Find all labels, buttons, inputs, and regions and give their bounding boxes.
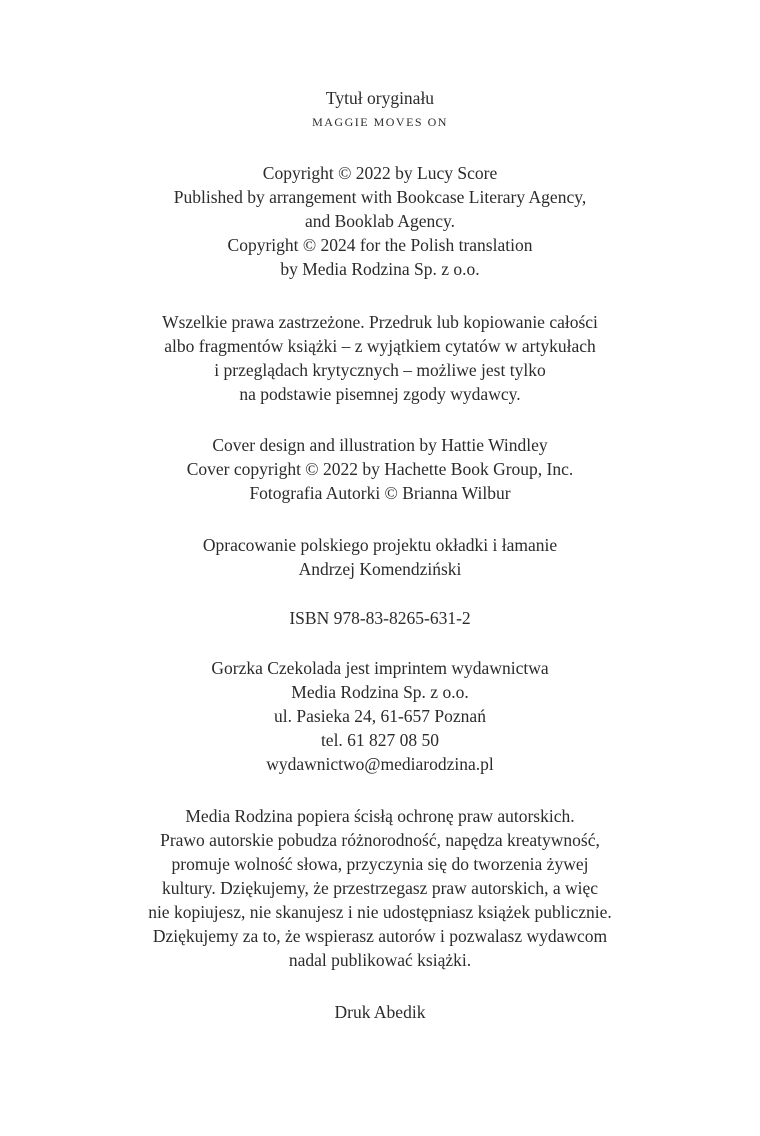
support-line: Dziękujemy za to, że wspierasz autorów i pozwalasz wydawcom [152,926,608,946]
support-line: Prawo autorskie pobudza różnorodność, napędza kreatywność, [160,830,600,850]
rights-line: na podstawie pisemnej zgody wydawcy. [239,384,521,404]
support-line: kultury. Dziękujemy, że przestrzegasz praw autorskich, a więc [161,878,598,898]
original-title-block [0,86,760,134]
design-credit-line: Andrzej Komendziński [298,559,462,579]
publisher-phone: tel. 61 827 08 50 [320,730,440,750]
cover-credit-line: Fotografia Autorki © Brianna Wilbur [249,483,511,503]
design-credit-line: Opracowanie polskiego projektu okładki i łamanie [202,535,558,555]
publisher-line: Gorzka Czekolada jest imprintem wydawnictwa [211,658,549,678]
rights-reserved-block [0,310,760,406]
copyright-line: Copyright © 2024 for the Polish translation [227,235,533,255]
publisher-line: Media Rodzina Sp. z o.o. [291,682,469,702]
rights-line: i przeglądach krytycznych – możliwe jest tylko [214,360,546,380]
isbn-block [0,606,760,630]
publisher-block [0,656,760,776]
copyright-line: and Booklab Agency. [304,211,455,231]
cover-credits-block [0,433,760,505]
rights-line: Wszelkie prawa zastrzeżone. Przedruk lub kopiowanie całości [162,312,598,332]
copyright-support-block [0,804,760,972]
original-title: MAGGIE MOVES ON [312,115,448,129]
isbn: ISBN 978-83-8265-631-2 [289,608,471,628]
publisher-email: wydawnictwo@mediarodzina.pl [266,754,494,774]
support-line: nie kopiujesz, nie skanujesz i nie udostępniasz książek publicznie. [148,902,612,922]
printer-block [0,1000,760,1024]
support-line: Media Rodzina popiera ścisłą ochronę praw autorskich. [185,806,575,826]
publisher-address: ul. Pasieka 24, 61-657 Poznań [274,706,486,726]
rights-line: albo fragmentów książki – z wyjątkiem cytatów w artykułach [164,336,596,356]
cover-credit-line: Cover copyright © 2022 by Hachette Book Group, Inc. [186,459,574,479]
copyright-block [0,161,760,281]
copyright-line: Published by arrangement with Bookcase Literary Agency, [173,187,587,207]
polish-design-block [0,533,760,581]
original-title-label: Tytuł oryginału [325,88,435,108]
support-line: nadal publikować książki. [288,950,472,970]
copyright-line: Copyright © 2022 by Lucy Score [262,163,498,183]
copyright-line: by Media Rodzina Sp. z o.o. [280,259,480,279]
support-line: promuje wolność słowa, przyczynia się do tworzenia żywej [171,854,589,874]
printer: Druk Abedik [334,1002,426,1022]
cover-credit-line: Cover design and illustration by Hattie Windley [212,435,548,455]
